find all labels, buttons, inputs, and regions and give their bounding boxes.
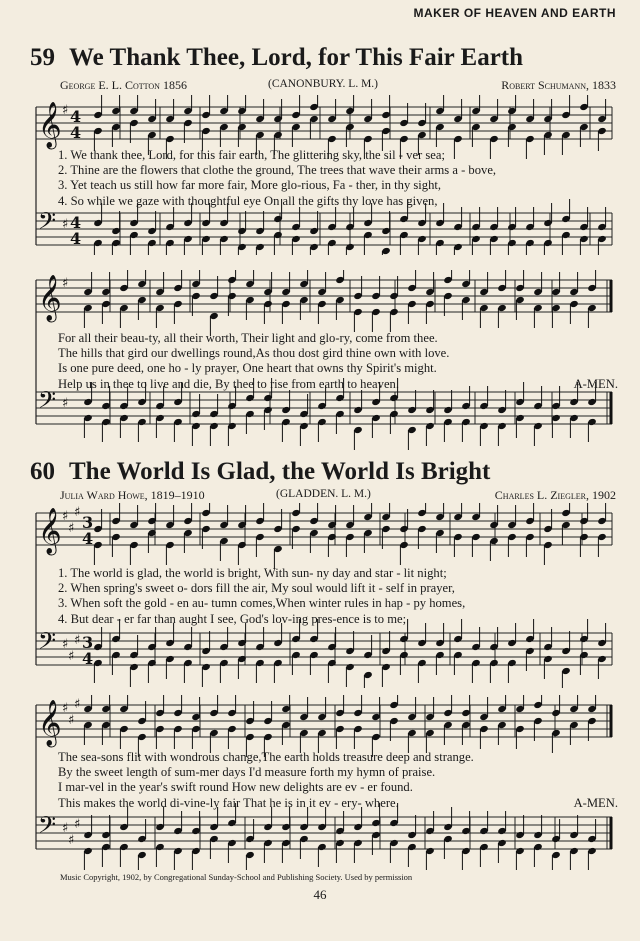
time-signature-top: 4 bbox=[70, 213, 82, 232]
author: Julia Ward Howe, 1819–1910 bbox=[60, 488, 205, 502]
sharp-icon: ♯ bbox=[68, 713, 75, 728]
tune-name: (GLADDEN. L. M.) bbox=[276, 488, 371, 500]
lyric-line: 4. So while we gaze with thoughtful eye On all the gifts thy love has given, bbox=[58, 193, 438, 208]
time-signature-bottom: 4 bbox=[82, 649, 94, 668]
hymn-credits-60 bbox=[60, 488, 616, 504]
lyric-line: 1. We thank thee, Lord, for this fair earth, The glittering sky, the sil - ver sea; bbox=[58, 148, 445, 162]
bass-clef-icon: 𝄢 bbox=[38, 627, 57, 660]
hymn-number: 60 bbox=[30, 458, 55, 485]
hymn-number: 59 bbox=[30, 44, 55, 71]
sharp-icon: ♯ bbox=[74, 633, 81, 648]
bass-clef-icon: 𝄢 bbox=[38, 811, 57, 844]
sharp-icon: ♯ bbox=[74, 505, 81, 520]
time-signature-bottom: 4 bbox=[70, 229, 82, 248]
lyric-line: 2. When spring's sweet o- dors fill the air, My soul would lift it - self in prayer, bbox=[58, 581, 455, 596]
sharp-icon: ♯ bbox=[74, 697, 81, 712]
time-signature-top: 3 bbox=[82, 633, 94, 652]
hymn-title-59 bbox=[30, 44, 523, 72]
treble-clef-icon: 𝄞 bbox=[38, 102, 62, 148]
sharp-icon: ♯ bbox=[68, 833, 75, 848]
sharp-icon: ♯ bbox=[62, 509, 69, 524]
section-heading: MAKER OF HEAVEN AND EARTH bbox=[413, 6, 616, 20]
hymn-title-60 bbox=[30, 458, 490, 486]
time-signature-top: 4 bbox=[70, 107, 82, 126]
tune-name: (CANONBURY. L. M.) bbox=[268, 78, 379, 90]
lyric-line: 1. The world is glad, the world is bright, With sun- ny day and star - lit night; bbox=[58, 566, 447, 580]
time-signature-top: 3 bbox=[82, 513, 94, 532]
lyric-line: Is one pure deed, one ho - ly prayer, One heart that owns thy Spirit's might. bbox=[58, 361, 437, 376]
lyrics-block bbox=[58, 750, 618, 811]
lyric-line: 3. When soft the gold - en au- tumn comes,When winter rules in hap - py homes, bbox=[58, 596, 466, 611]
sharp-icon: ♯ bbox=[62, 701, 69, 716]
hymn-title-text: We Thank Thee, Lord, for This Fair Earth bbox=[69, 44, 524, 71]
sharp-icon: ♯ bbox=[68, 521, 75, 536]
sharp-icon: ♯ bbox=[62, 217, 69, 232]
treble-clef-icon: 𝄞 bbox=[38, 275, 62, 321]
time-signature-bottom: 4 bbox=[70, 123, 82, 142]
lyric-line bbox=[58, 796, 618, 811]
lyrics-block bbox=[58, 566, 618, 627]
lyric-line: I mar-vel in the year's swift round How new delights are ev - er found. bbox=[58, 780, 413, 795]
treble-clef-icon: 𝄞 bbox=[38, 508, 62, 554]
sharp-icon: ♯ bbox=[68, 649, 75, 664]
lyric-line: For all their beau-ty, all their worth, Their light and glo-ry, come from thee. bbox=[58, 331, 438, 345]
time-signature-bottom: 4 bbox=[82, 529, 94, 548]
lyric-line: By the sweet length of sum-mer days I'd measure forth my hymn of praise. bbox=[58, 765, 436, 780]
amen-label: A-MEN. bbox=[573, 376, 618, 391]
treble-clef-icon: 𝄞 bbox=[38, 700, 62, 746]
lyric-line: 2. Thine are the flowers that clothe the ground, The trees that wave their arms a - bove, bbox=[58, 163, 497, 178]
lyric-text: This makes the world di-vine-ly fair That he is in it ev - ery- where. bbox=[58, 795, 399, 810]
lyric-line: 4. But dear - er far than aught I see, God's lov-ing pres-ence is to me; bbox=[58, 611, 407, 626]
bass-clef-icon: 𝄢 bbox=[38, 207, 57, 240]
page-number: 46 bbox=[313, 887, 327, 902]
sharp-icon: ♯ bbox=[62, 103, 69, 118]
lyrics-block bbox=[58, 331, 618, 392]
amen-label: A-MEN. bbox=[573, 795, 618, 810]
lyric-line: The sea-sons flit with wondrous change,The earth holds treasure deep and strange. bbox=[58, 750, 474, 764]
bass-clef-icon: 𝄢 bbox=[38, 386, 57, 419]
sharp-icon: ♯ bbox=[62, 821, 69, 836]
lyric-text: Help us in thee to live and die, By thee to rise from earth to heaven. bbox=[58, 376, 399, 391]
hymn-title-text: The World Is Glad, the World Is Bright bbox=[69, 458, 491, 485]
sharp-icon: ♯ bbox=[62, 637, 69, 652]
composer: Charles L. Ziegler, 1902 bbox=[494, 488, 616, 502]
author: George E. L. Cotton 1856 bbox=[60, 78, 187, 92]
lyric-line: The hills that gird our dwellings round,As thou dost gird thine own with love. bbox=[58, 346, 450, 361]
lyric-line: 3. Yet teach us still how far more fair, More glo-rious, Fa - ther, in thy sight, bbox=[58, 178, 442, 193]
lyric-line bbox=[58, 377, 618, 392]
lyrics-block bbox=[58, 148, 618, 209]
sharp-icon: ♯ bbox=[62, 396, 69, 411]
sharp-icon: ♯ bbox=[74, 817, 81, 832]
hymn-credits-59 bbox=[60, 78, 616, 94]
composer: Robert Schumann, 1833 bbox=[501, 78, 616, 92]
sharp-icon: ♯ bbox=[62, 276, 69, 291]
copyright-notice: Music Copyright, 1902, by Congregational Sunday-School and Publishing Society. Used by permission bbox=[60, 872, 413, 882]
